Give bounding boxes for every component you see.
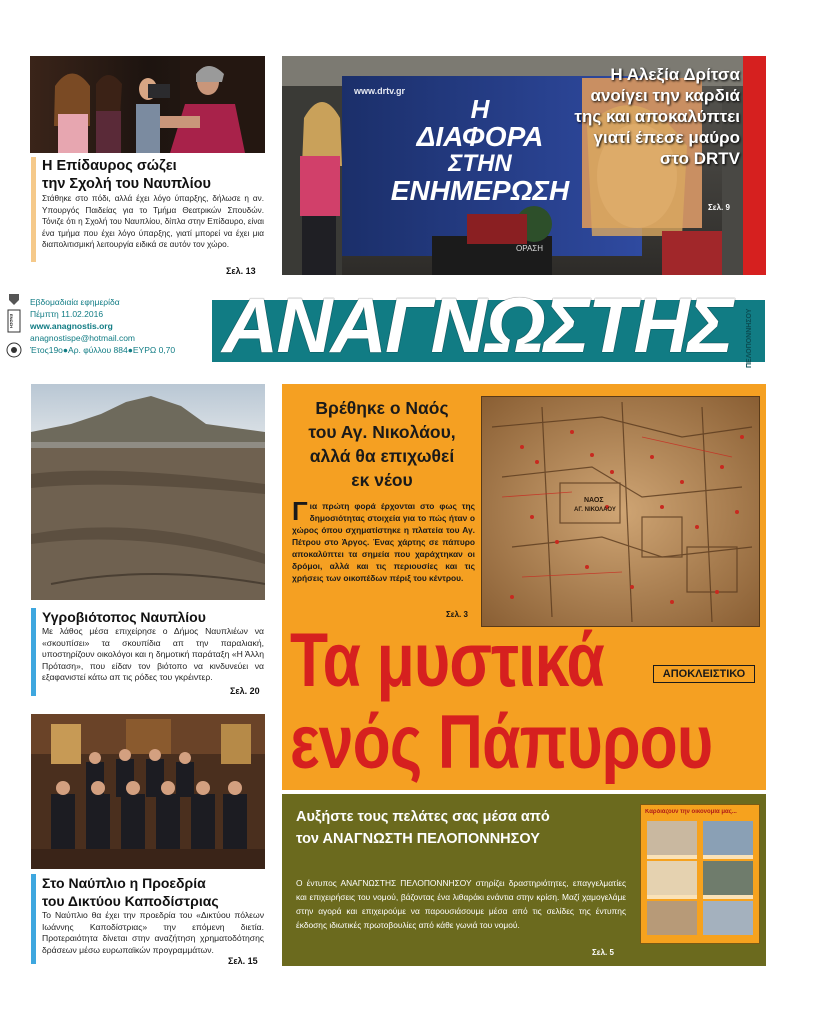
dritsa-page-ref: Σελ. 9 [708, 203, 730, 212]
church-page-ref: Σελ. 3 [446, 610, 468, 619]
dritsa-banner-url: www.drtv.gr [354, 86, 406, 96]
ad-body: Ο έντυπος ΑΝΑΓΝΩΣΤΗΣ ΠΕΛΟΠΟΝΝΗΣΟΥ στηρίζει δραστηριότητες, επαγγελματίες και επιχειρήσεις του νομού, βάζοντας ένα λιθαράκι ενάντια στην κρίση. Μαζί χαμογελάμε στην αγορά και επιχειρούμε να παρουσιάσουμε μέσα από τις σελίδες της έντυπης έκδοσης ιδιωτικές πρωτοβουλίες από κάθε γωνιά του νομού. [296, 878, 626, 930]
masthead-left-decor [6, 292, 22, 366]
wetland-title: Υγροβιότοπος Ναυπλίου [42, 609, 206, 625]
dritsa-banner-small: ΟΡΑΣΗ [516, 244, 544, 253]
kapodistrias-accent-bar [31, 874, 36, 964]
masthead-title: ΑΝΑΓΝΩΣΤΗΣ [222, 281, 732, 369]
epidavros-accent-bar [31, 157, 36, 262]
ad-page-ref: Σελ. 5 [592, 948, 614, 957]
kapodistrias-body: Το Ναύπλιο θα έχει την προεδρία του «Δικτύου πόλεων Ιωάννης Καποδίστριας» την επόμενη διετία. Προτεραιότητα δίνεται στην αναζήτηση χρηματοδότησης δράσεων μέσω ευρωπαϊκών προγραμμάτων. [42, 910, 264, 955]
ad-headline: Αυξήστε τους πελάτες σας μέσα από τον ΑΝΑΓΝΩΣΤΗ ΠΕΛΟΠΟΝΝΗΣΟΥ [296, 809, 550, 847]
exclusive-badge: ΑΠΟΚΛΕΙΣΤΙΚΟ [653, 665, 755, 683]
kapodistrias-photo [31, 714, 265, 869]
papyrus-headline-line1: Τα μυστικά [290, 618, 605, 703]
dritsa-banner-text: Η ΔΙΑΦΟΡΑ ΣΤΗΝ ΕΝΗΜΕΡΩΣΗ [390, 94, 570, 206]
wetland-accent-bar [31, 608, 36, 696]
epidavros-body: Στάθηκε στο πόδι, αλλά έχει λόγο ύπαρξης, δήλωσε η αν. Υπουργός Παιδείας για το Τμήμα Θεατρικών Σπουδών. Τόνιζε ότι η Σχολή του Ναυπλίου, δίπλα στην Επίδαυρο, είναι ένα τμήμα που έχει λόγο ύπαρξης, γιατί μπορεί να έχει μια διαπολιτισμική λειτουργία ειδικά σε αυτόν τον χώρο. [42, 194, 264, 250]
kapodistrias-title: Στο Ναύπλιο η Προεδρία του Δικτύου Καποδίστριας [42, 875, 219, 909]
papyrus-headline-line2: ενός Πάπυρου [290, 700, 713, 785]
wetland-photo [31, 384, 265, 600]
dritsa-red-bar [743, 56, 766, 275]
papyrus-map-photo [481, 396, 760, 627]
masthead-badge: ΕΝΩΣΗ [9, 314, 14, 329]
ad-thumbnail [640, 804, 760, 944]
masthead-info: Εβδομαδιαία εφημερίδα Πέμπτη 11.02.2016 www.anagnostis.org anagnostispe@hotmail.com Έτος19ο●Αρ. φύλλου 884●ΕΥΡΩ 0,70 [30, 297, 176, 355]
kapodistrias-page-ref: Σελ. 15 [228, 956, 258, 966]
church-dropcap: Γ [292, 496, 308, 526]
map-label-naos: ΝΑΟΣ [584, 497, 604, 504]
ad-thumb-title: Καρδιάζουν την οικονομία μας... [645, 809, 737, 815]
wetland-page-ref: Σελ. 20 [230, 686, 260, 696]
epidavros-photo [30, 56, 265, 153]
masthead-region: ΠΕΛΟΠΟΝΝΗΣΟΥ [746, 308, 753, 368]
church-body: Για πρώτη φορά έρχονται στο φως της δημοσιότητας στοιχεία για το πώς ήταν ο χώρος όπου σχηματίστηκε η πλατεία του Αγ. Πέτρου στο Άργος. Ένας χάρτης σε πάπυρο αποκαλύπτει τα σημεία που χαράχτηκαν οι δρόμοι, αλλά και τις περιουσίες και τις χρήσεις των οικοπέδων πέριξ του κέντρου. [292, 496, 475, 583]
epidavros-title: Η Επίδαυρος σώζει την Σχολή του Ναυπλίου [42, 158, 211, 192]
wetland-body: Με λάθος μέσα επιχείρησε ο Δήμος Ναυπλιέων να «σκουπίσει» τα σκουπίδια απ την παραλιακή, υποστηρίζουν οικολόγοι και η δημοτική παράταξη «Η Άλλη Πρόταση», που είδαν τον βιότοπο να κινδυνεύει να εξαφανιστεί κάτω απ τις ρόδες του γκρέιντερ. [42, 626, 264, 683]
epidavros-page-ref: Σελ. 13 [226, 266, 256, 276]
church-headline: Βρέθηκε ο Ναός του Αγ. Νικολάου, αλλά θα επιχωθεί εκ νέου [308, 398, 456, 490]
map-label-agnikolaou: ΑΓ. ΝΙΚΟΛΑΟΥ [574, 507, 616, 513]
dritsa-headline: Η Αλεξία Δρίτσα ανοίγει την καρδιά της και αποκαλύπτει γιατί έπεσε μαύρο στο DRTV [574, 65, 740, 168]
